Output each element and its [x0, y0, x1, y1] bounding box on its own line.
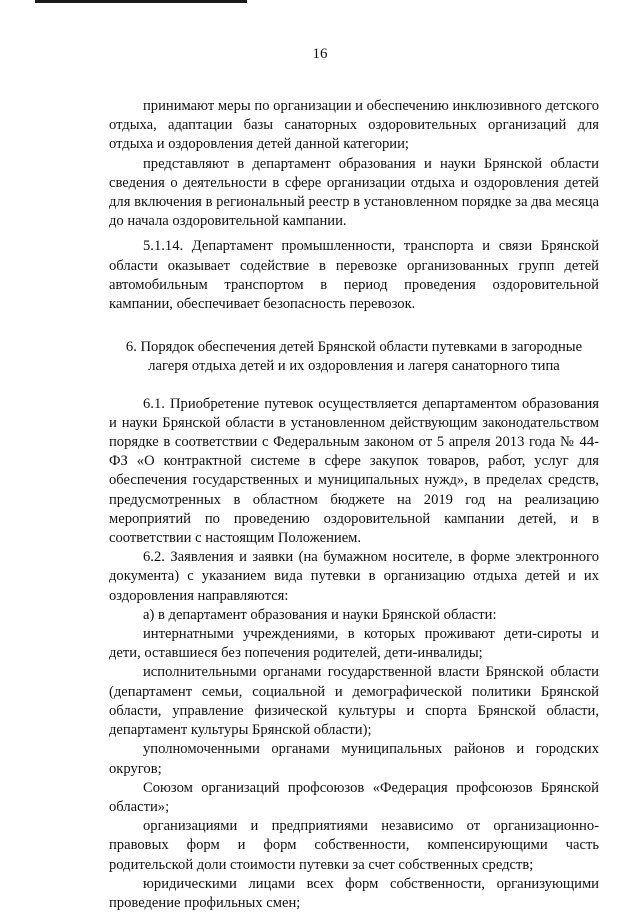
- document-body: [109, 97, 599, 913]
- section-heading-line: лагеря отдыха детей и их оздоровления и лагеря санаторного типа: [148, 358, 560, 375]
- scan-edge-mark: [35, 0, 247, 3]
- list-item: Союзом организаций профсоюзов «Федерация профсоюзов Брянской области»;: [109, 779, 599, 815]
- paragraph: принимают меры по организации и обеспечению инклюзивного детского отдыха, адаптации базы санаторных оздоровительных организаций для отдыха и оздоровления детей данной категории;: [109, 98, 599, 153]
- paragraph: представляют в департамент образования и науки Брянской области сведения о деятельности в сфере организации отдыха и оздоровления детей для включения в региональный реестр в установленном порядке за два месяца до начала оздоровительной кампании.: [109, 155, 599, 230]
- paragraph: 5.1.14. Департамент промышленности, транспорта и связи Брянской области оказывает содействие в перевозке организованных групп детей автомобильным транспортом в период проведения оздоровительной кампании, обеспечивает безопасность перевозок.: [109, 238, 599, 313]
- list-item: исполнительными органами государственной власти Брянской области (департамент семьи, социальной и демографической политики Брянской области, управление физической культуры и спорта Брянской области, департамент культуры Брянской области);: [109, 664, 599, 739]
- list-item: юридическими лицами всех форм собственности, организующими проведение профильных смен;: [109, 875, 599, 911]
- section-heading: [109, 338, 599, 376]
- list-item: организациями и предприятиями независимо от организационно-правовых форм и форм собственности, компенсирующими часть родительской доли стоимости путевки за счет собственных средств;: [109, 818, 599, 873]
- paragraph: 6.1. Приобретение путевок осуществляется департаментом образования и науки Брянской области в установленном действующим законодательством порядке в соответствии с Федеральным законом от 5 апреля 2013 года № 44-ФЗ «О контрактной системе в сфере закупок товаров, работ, услуг для обеспечения государственных и муниципальных нужд», в пределах средств, предусмотренных в областном бюджете на 2019 год на реализацию мероприятий по проведению оздоровительной кампании детей, и в соответствии с настоящим Положением.: [109, 395, 599, 547]
- section-heading-line: 6. Порядок обеспечения детей Брянской области путевками в загородные: [125, 339, 583, 356]
- list-item: а) в департамент образования и науки Брянской области:: [143, 606, 497, 623]
- list-item: интернатными учреждениями, в которых проживают дети-сироты и дети, оставшиеся без попечения родителей, дети-инвалиды;: [109, 626, 599, 662]
- paragraph: 6.2. Заявления и заявки (на бумажном носителе, в форме электронного документа) с указанием вида путевки в организацию отдыха детей и их оздоровления направляются:: [109, 549, 599, 604]
- page-number: 16: [312, 46, 328, 62]
- list-item: уполномоченными органами муниципальных районов и городских округов;: [109, 741, 599, 777]
